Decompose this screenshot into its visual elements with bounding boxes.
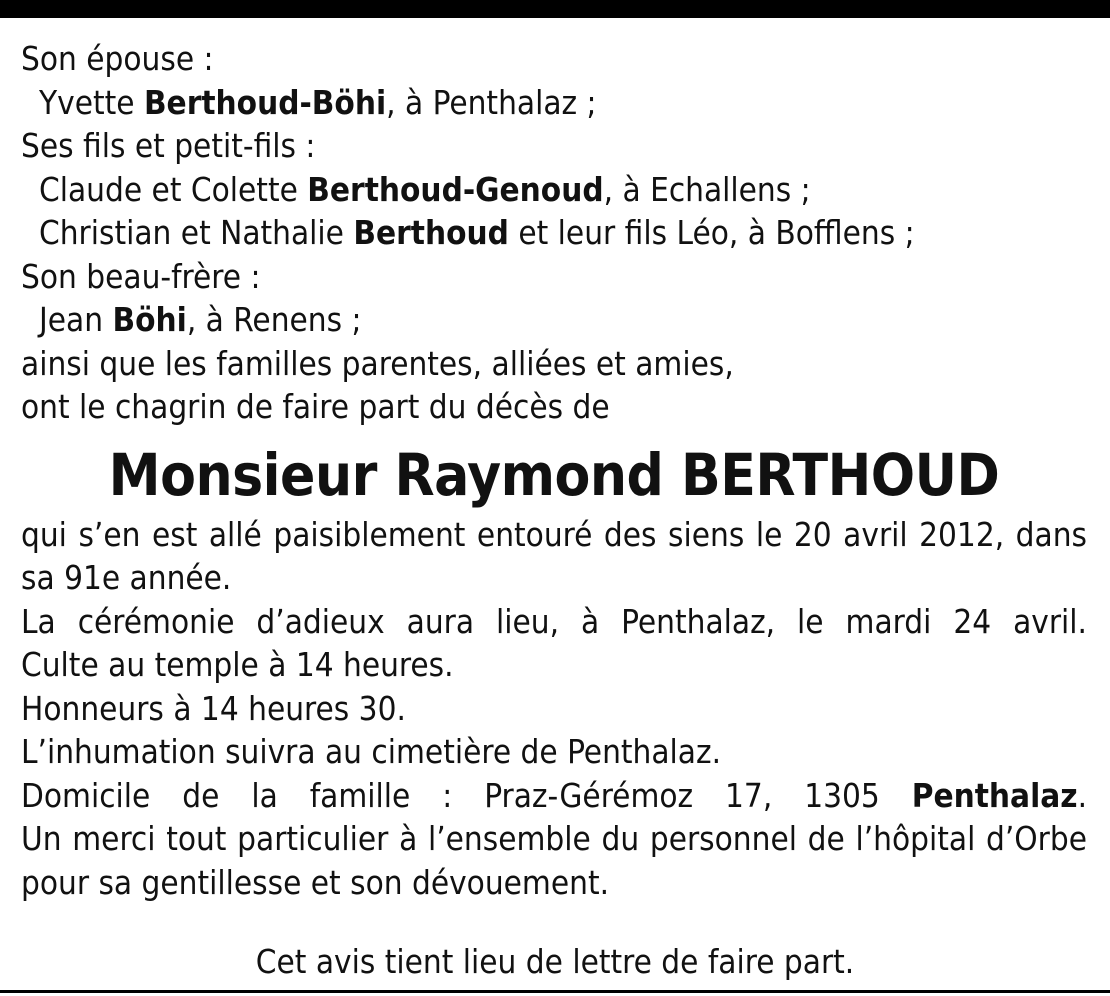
obituary-notice	[21, 37, 1087, 904]
spouse-heading: Son épouse :	[21, 39, 214, 78]
son1-rest: , à Echallens ;	[603, 169, 811, 209]
ceremony-text: La cérémonie d’adieux aura lieu, à Penthalaz, le mardi 24 avril.	[21, 601, 1087, 641]
announcement-line: ont le chagrin de faire part du décès de	[21, 387, 610, 426]
brother-surname: Böhi	[112, 300, 187, 339]
domicile-suffix: .	[1077, 775, 1087, 815]
brother-in-law-heading: Son beau-frère :	[21, 256, 261, 296]
brother-rest: , à Renens ;	[186, 300, 362, 339]
domicile-text	[21, 774, 1087, 818]
passing-text: qui s’en est allé paisiblement entouré des siens le 20 avril 2012, dans sa 91e année.	[21, 514, 1087, 597]
son2-entry	[21, 211, 1087, 255]
son2-rest: et leur fils Léo, à Bofflens ;	[508, 213, 915, 252]
spouse-rest: , à Penthalaz ;	[386, 82, 597, 122]
families-line: ainsi que les familles parentes, alliées et amies,	[21, 343, 734, 383]
brother-in-law-entry	[21, 298, 1087, 342]
honours-text: Honneurs à 14 heures 30.	[21, 688, 406, 728]
son2-surname: Berthoud	[353, 213, 509, 252]
spouse-surname: Berthoud-Böhi	[143, 82, 387, 122]
domicile-prefix: Domicile de la famille : Praz-Gérémoz 17, 1305	[21, 775, 912, 815]
spouse-given: Yvette	[39, 82, 144, 122]
son1-surname: Berthoud-Genoud	[307, 169, 604, 209]
brother-given: Jean	[39, 300, 113, 339]
top-rule	[0, 0, 1110, 18]
son2-given: Christian et Nathalie	[39, 213, 354, 252]
domicile-town: Penthalaz	[911, 775, 1078, 815]
burial-text: L’inhumation suivra au cimetière de Penthalaz.	[21, 732, 721, 771]
bottom-rule	[0, 990, 1110, 993]
service-text: Culte au temple à 14 heures.	[21, 645, 454, 684]
spouse-entry	[21, 81, 1087, 125]
sons-heading: Ses fils et petit-fils :	[21, 126, 316, 165]
son1-entry	[21, 168, 1087, 212]
deceased-name: Monsieur Raymond BERTHOUD	[108, 440, 1000, 509]
son1-given: Claude et Colette	[39, 169, 308, 209]
thanks-text: Un merci tout particulier à l’ensemble du personnel de l’hôpital d’Orbe pour sa gentillesse et son dévouement.	[21, 819, 1087, 902]
footer-note: Cet avis tient lieu de lettre de faire part.	[255, 942, 855, 981]
